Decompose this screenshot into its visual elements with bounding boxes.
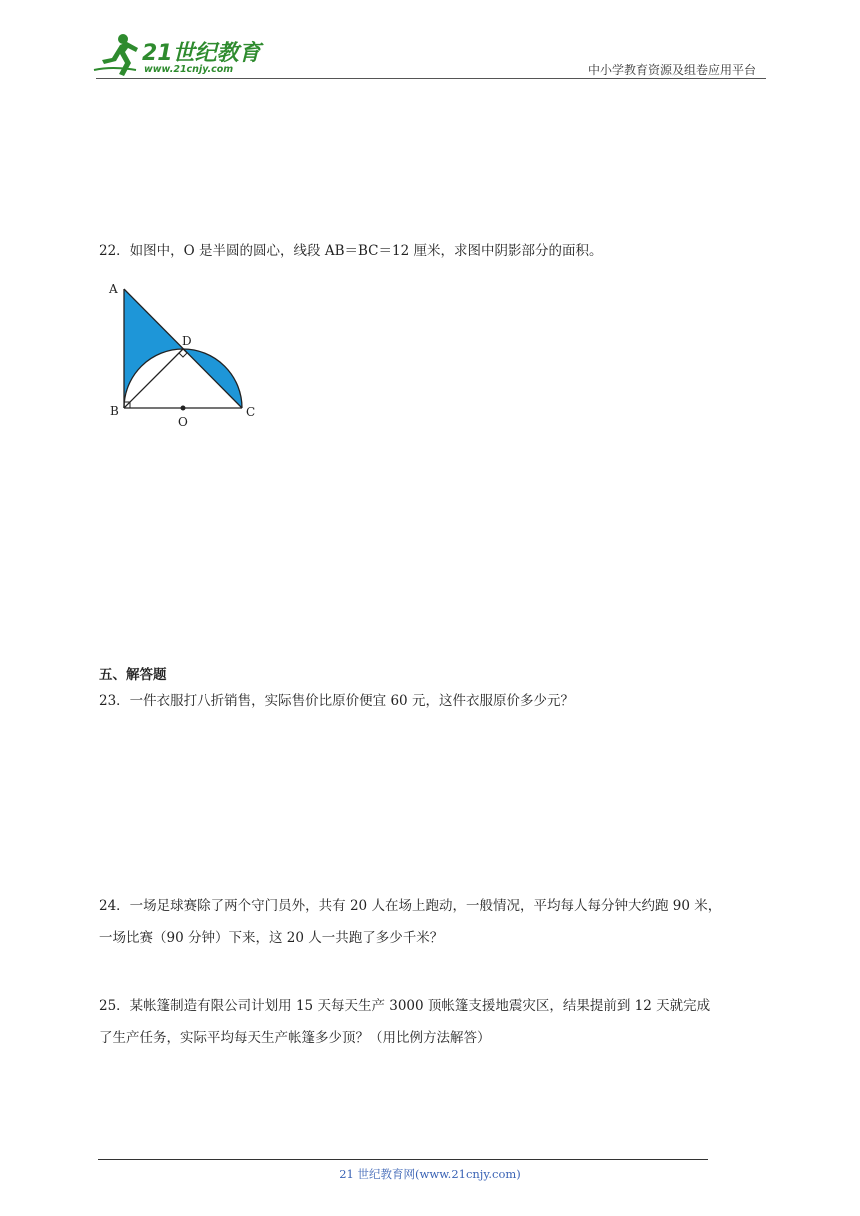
question-25-line1: 25．某帐篷制造有限公司计划用 15 天每天生产 3000 顶帐篷支援地震灾区，结果提前到 12 天就完成 [99,998,711,1014]
runner-logo-icon [92,30,142,80]
footer-text[interactable]: 21 世纪教育网(www.21cnjy.com) [339,1167,521,1181]
footer-divider [98,1159,708,1160]
question-24-line1: 24．一场足球赛除了两个守门员外，共有 20 人在场上跑动，一般情况，平均每人每分钟大约跑 90 米， [99,898,722,914]
question-22: 22．如图中，O 是半圆的圆心，线段 AB＝BC＝12 厘米，求图中阴影部分的面积。 [99,243,603,259]
header-divider [96,78,766,79]
logo-url: www.21cnjy.com [144,64,234,75]
question-23: 23．一件衣服打八折销售，实际售价比原价便宜 60 元，这件衣服原价多少元？ [99,693,574,709]
logo-text: 21世纪教育 [142,41,261,66]
question-22-figure [100,278,270,430]
shaded-region-left [124,289,183,408]
header-platform-text: 中小学教育资源及组卷应用平台 [587,63,756,77]
logo [92,30,262,82]
label-b: B [110,404,119,418]
section-title: 五、解答题 [99,667,167,683]
label-a: A [109,282,118,296]
question-25-line2: 了生产任务，实际平均每天生产帐篷多少顶？（用比例方法解答） [99,1030,491,1046]
question-24-line2: 一场比赛（90 分钟）下来，这 20 人一共跑了多少千米？ [99,930,444,946]
label-o: O [178,415,188,429]
label-d: D [182,334,192,348]
label-c: C [246,405,256,419]
